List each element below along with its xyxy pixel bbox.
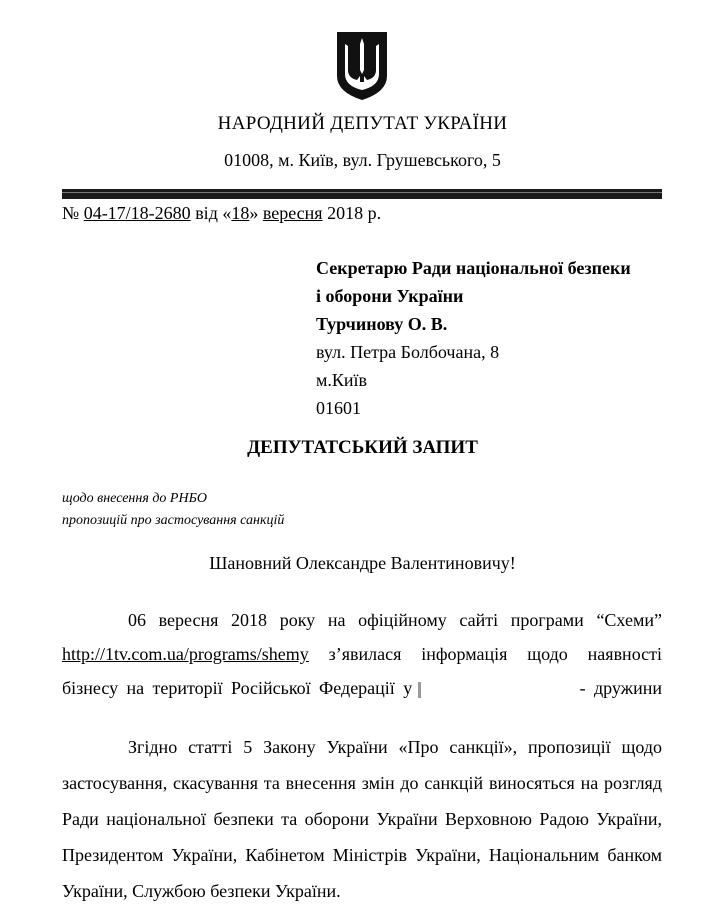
day-close-quote: » — [249, 203, 259, 223]
paragraph-line: Ради національної безпеки та оборони України Верховною Радою України, — [62, 809, 662, 829]
number-sign: № — [62, 203, 80, 223]
paragraph-text: з’явилася інформація щодо наявності — [328, 644, 662, 664]
header-divider — [62, 189, 662, 199]
addressee-block — [316, 254, 631, 422]
deputy-title: НАРОДНИЙ ДЕПУТАТ УКРАЇНИ — [217, 113, 508, 134]
paragraph-line: 06 вересня 2018 року на офіційному сайті програми “Схеми” — [128, 610, 662, 630]
paragraph-line: застосування, скасування та внесення змін до санкцій виносяться на розгляд — [62, 773, 662, 793]
document-title: ДЕПУТАТСЬКИЙ ЗАПИТ — [247, 437, 478, 458]
day-open-quote: « — [222, 203, 232, 223]
subject-line: пропозицій про застосування санкцій — [62, 513, 285, 528]
addressee-street: вул. Петра Болбочана, 8 — [316, 342, 500, 362]
reference-year: 2018 р. — [327, 203, 382, 223]
addressee-position-cont: і оборони України — [316, 286, 464, 306]
addressee-city: м.Київ — [316, 370, 368, 390]
addressee-position: Секретарю Ради національної безпеки — [316, 258, 631, 278]
paragraph-line: Згідно статті 5 Закону України «Про санкції», пропозиції щодо — [128, 737, 662, 757]
redaction-mark — [418, 682, 421, 698]
reference-number: 04-17/18-2680 — [83, 203, 191, 223]
paragraph-1 — [62, 603, 662, 705]
addressee-name: Турчинову О. В. — [316, 314, 448, 334]
coat-of-arms-trident-icon — [335, 30, 389, 102]
reference-line — [62, 203, 381, 224]
sender-address: 01008, м. Київ, вул. Грушевського, 5 — [224, 150, 501, 170]
reference-day: 18 — [231, 203, 250, 223]
addressee-postcode: 01601 — [316, 398, 361, 418]
paragraph-text: - дружини — [579, 678, 662, 698]
paragraph-line: України, Службою безпеки України. — [62, 881, 341, 901]
paragraph-line: Президентом України, Кабінетом Міністрів України, Національним банком — [62, 845, 662, 865]
paragraph-2 — [62, 729, 662, 909]
paragraph-line — [62, 637, 662, 671]
shemy-link[interactable]: http://1tv.com.ua/programs/shemy — [62, 644, 309, 664]
paragraph-line — [62, 671, 662, 705]
reference-month: вересня — [262, 203, 323, 223]
paragraph-text: бізнесу на території Російської Федерації у — [62, 678, 413, 698]
subject-block — [62, 488, 284, 532]
salutation: Шановний Олександре Валентиновичу! — [209, 553, 516, 573]
from-label: від — [195, 203, 218, 223]
subject-line: щодо внесення до РНБО — [62, 491, 207, 506]
